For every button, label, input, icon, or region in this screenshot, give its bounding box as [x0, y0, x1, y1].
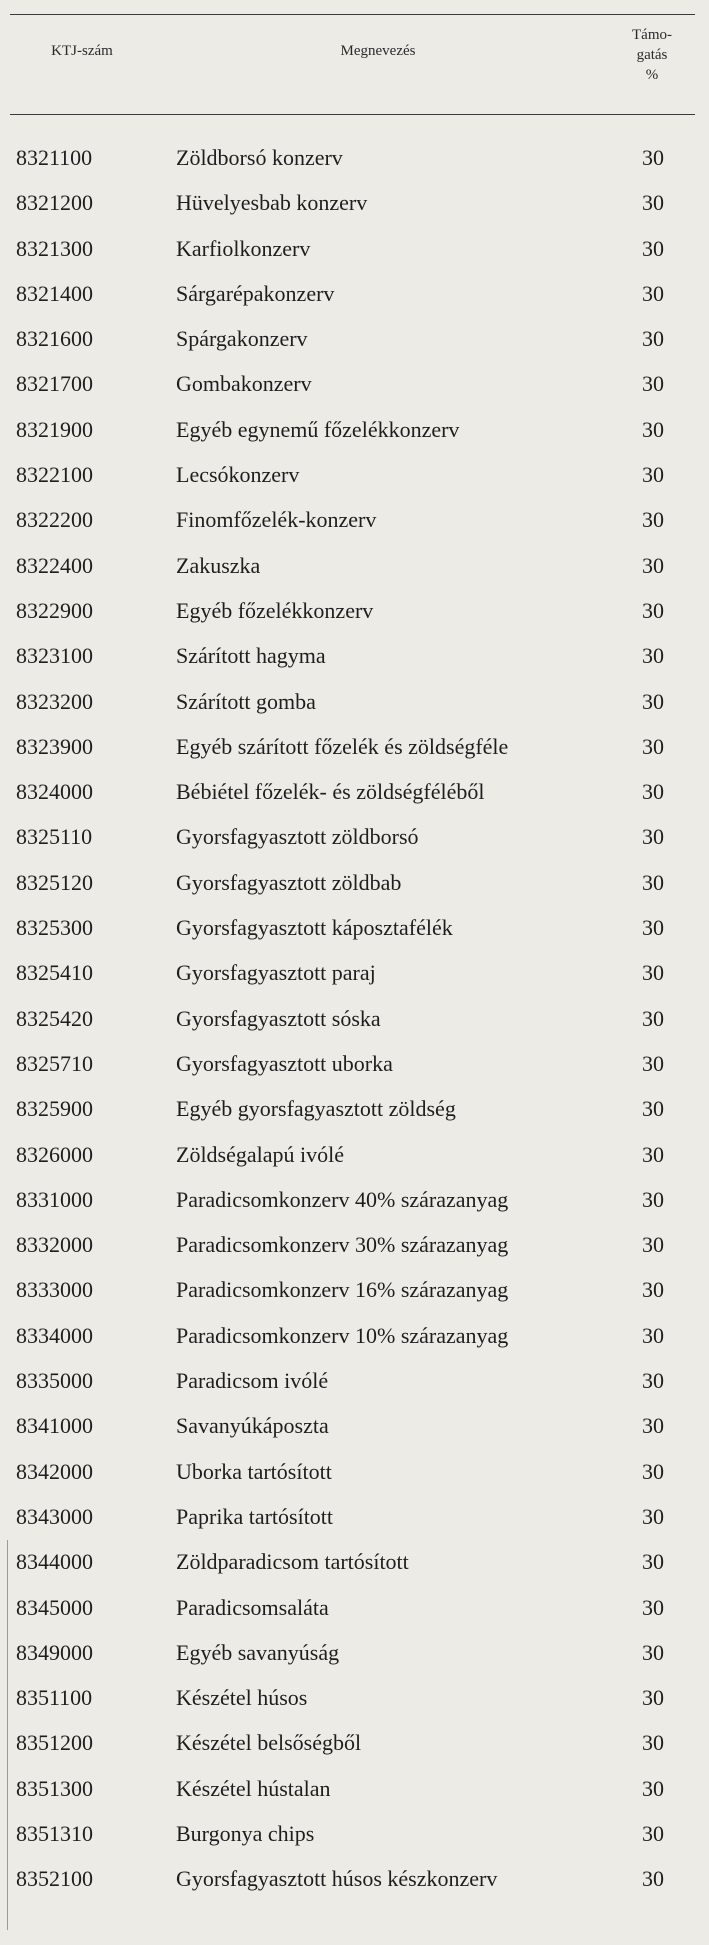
- support-percent-cell: 30: [642, 1186, 664, 1212]
- column-header-support-line3: %: [645, 67, 659, 83]
- ktj-code-cell: 8351300: [16, 1775, 93, 1801]
- product-name-cell: Lecsókonzerv: [176, 462, 300, 488]
- table-body: [0, 143, 709, 1910]
- product-name-cell: Paradicsomkonzerv 40% szárazanyag: [176, 1186, 509, 1212]
- table-row: [0, 143, 709, 188]
- product-name-cell: Gyorsfagyasztott paraj: [176, 960, 376, 986]
- table-row: [0, 687, 709, 732]
- product-name-cell: Szárított hagyma: [176, 643, 326, 669]
- ktj-code-cell: 8342000: [16, 1458, 93, 1484]
- table-row: [0, 1819, 709, 1864]
- support-percent-cell: 30: [642, 552, 664, 578]
- ktj-code-cell: 8334000: [16, 1322, 93, 1348]
- support-percent-cell: 30: [642, 597, 664, 623]
- support-percent-cell: 30: [642, 462, 664, 488]
- product-name-cell: Gyorsfagyasztott zöldbab: [176, 869, 402, 895]
- ktj-code-cell: 8326000: [16, 1141, 93, 1167]
- ktj-code-cell: 8325410: [16, 960, 93, 986]
- product-name-cell: Burgonya chips: [176, 1820, 315, 1846]
- ktj-code-cell: 8321700: [16, 371, 93, 397]
- ktj-code-cell: 8322100: [16, 462, 93, 488]
- support-percent-cell: 30: [642, 280, 664, 306]
- ktj-code-cell: 8323200: [16, 688, 93, 714]
- ktj-code-cell: 8325420: [16, 1005, 93, 1031]
- product-name-cell: Gombakonzerv: [176, 371, 312, 397]
- product-name-cell: Gyorsfagyasztott zöldborsó: [176, 824, 419, 850]
- table-row: [0, 1411, 709, 1456]
- ktj-code-cell: 8321200: [16, 190, 93, 216]
- support-percent-cell: 30: [642, 371, 664, 397]
- ktj-code-cell: 8322900: [16, 597, 93, 623]
- table-row: [0, 868, 709, 913]
- table-row: [0, 1774, 709, 1819]
- ktj-code-cell: 8335000: [16, 1368, 93, 1394]
- support-percent-cell: 30: [642, 145, 664, 170]
- table-row: [0, 596, 709, 641]
- product-name-cell: Egyéb főzelékkonzerv: [176, 597, 374, 623]
- table-row: [0, 958, 709, 1003]
- product-name-cell: Finomfőzelék-konzerv: [176, 507, 377, 533]
- support-percent-cell: 30: [642, 1096, 664, 1122]
- table-row: [0, 641, 709, 686]
- page-left-edge: [7, 1540, 8, 1930]
- support-percent-cell: 30: [642, 190, 664, 216]
- support-percent-cell: 30: [642, 1141, 664, 1167]
- product-name-cell: Zöldparadicsom tartósított: [176, 1549, 409, 1575]
- ktj-code-cell: 8325120: [16, 869, 93, 895]
- support-percent-cell: 30: [642, 779, 664, 805]
- ktj-code-cell: 8321400: [16, 280, 93, 306]
- support-percent-cell: 30: [642, 1232, 664, 1258]
- product-name-cell: Hüvelyesbab konzerv: [176, 190, 368, 216]
- ktj-code-cell: 8332000: [16, 1232, 93, 1258]
- table-row: [0, 551, 709, 596]
- ktj-code-cell: 8333000: [16, 1277, 93, 1303]
- support-percent-cell: 30: [642, 1277, 664, 1303]
- product-name-cell: Egyéb egynemű főzelékkonzerv: [176, 416, 460, 442]
- support-percent-cell: 30: [642, 1368, 664, 1394]
- ktj-code-cell: 8324000: [16, 779, 93, 805]
- column-header-support-line1: Támo-: [632, 27, 672, 43]
- support-percent-cell: 30: [642, 416, 664, 442]
- support-percent-cell: 30: [642, 1639, 664, 1665]
- support-percent-cell: 30: [642, 733, 664, 759]
- column-header-support-line2: gatás: [636, 47, 668, 63]
- table-row: [0, 822, 709, 867]
- product-name-cell: Zakuszka: [176, 552, 261, 578]
- support-percent-cell: 30: [642, 1458, 664, 1484]
- column-header-ktj: KTJ-szám: [51, 43, 113, 59]
- support-percent-cell: 30: [642, 507, 664, 533]
- table-row: [0, 1140, 709, 1185]
- ktj-code-cell: 8351100: [16, 1685, 93, 1711]
- support-percent-cell: 30: [642, 326, 664, 352]
- support-percent-cell: 30: [642, 1413, 664, 1439]
- support-percent-cell: 30: [642, 824, 664, 850]
- table-row: [0, 1593, 709, 1638]
- support-percent-cell: 30: [642, 688, 664, 714]
- support-percent-cell: 30: [642, 1775, 664, 1801]
- support-percent-cell: 30: [642, 1322, 664, 1348]
- product-name-cell: Zöldborsó konzerv: [176, 145, 343, 170]
- table-row: [0, 1864, 709, 1909]
- product-name-cell: Gyorsfagyasztott káposztafélék: [176, 915, 453, 941]
- table-row: [0, 913, 709, 958]
- ktj-code-cell: 8321600: [16, 326, 93, 352]
- table-row: [0, 1004, 709, 1049]
- support-percent-cell: 30: [642, 1685, 664, 1711]
- table-row: [0, 369, 709, 414]
- product-name-cell: Készétel belsőségből: [176, 1730, 362, 1756]
- support-percent-cell: 30: [642, 1594, 664, 1620]
- product-name-cell: Paprika tartósított: [176, 1503, 334, 1529]
- table-row: [0, 1728, 709, 1773]
- support-percent-cell: 30: [642, 915, 664, 941]
- table-row: [0, 188, 709, 233]
- product-name-cell: Gyorsfagyasztott uborka: [176, 1050, 393, 1076]
- table-row: [0, 1683, 709, 1728]
- column-header-support: [612, 25, 692, 85]
- table-row: [0, 1275, 709, 1320]
- support-percent-cell: 30: [642, 1549, 664, 1575]
- ktj-code-cell: 8351310: [16, 1820, 93, 1846]
- product-name-cell: Karfiolkonzerv: [176, 235, 311, 261]
- product-name-cell: Uborka tartósított: [176, 1458, 332, 1484]
- table-row: [0, 415, 709, 460]
- column-header-name: Megnevezés: [340, 43, 416, 59]
- support-percent-cell: 30: [642, 960, 664, 986]
- ktj-code-cell: 8349000: [16, 1639, 93, 1665]
- product-name-cell: Paradicsomkonzerv 30% szárazanyag: [176, 1232, 509, 1258]
- ktj-code-cell: 8325110: [16, 824, 93, 850]
- ktj-code-cell: 8325300: [16, 915, 93, 941]
- ktj-code-cell: 8344000: [16, 1549, 93, 1575]
- table-row: [0, 505, 709, 550]
- support-percent-cell: 30: [642, 869, 664, 895]
- product-name-cell: Egyéb szárított főzelék és zöldségféle: [176, 733, 509, 759]
- table-row: [0, 1049, 709, 1094]
- product-name-cell: Sárgarépakonzerv: [176, 280, 335, 306]
- table-row: [0, 1366, 709, 1411]
- table-header-rule: [10, 114, 695, 115]
- support-percent-cell: 30: [642, 1730, 664, 1756]
- support-percent-cell: 30: [642, 1050, 664, 1076]
- ktj-code-cell: 8343000: [16, 1503, 93, 1529]
- table-row: [0, 732, 709, 777]
- ktj-code-cell: 8325900: [16, 1096, 93, 1122]
- support-percent-cell: 30: [642, 1503, 664, 1529]
- product-name-cell: Paradicsomkonzerv 10% szárazanyag: [176, 1322, 509, 1348]
- product-name-cell: Szárított gomba: [176, 688, 316, 714]
- support-percent-cell: 30: [642, 235, 664, 261]
- support-percent-cell: 30: [642, 1005, 664, 1031]
- ktj-code-cell: 8341000: [16, 1413, 93, 1439]
- product-name-cell: Bébiétel főzelék- és zöldségféléből: [176, 779, 485, 805]
- table-row: [0, 1502, 709, 1547]
- product-name-cell: Paradicsomkonzerv 16% szárazanyag: [176, 1277, 509, 1303]
- table-row: [0, 1321, 709, 1366]
- table-row: [0, 1230, 709, 1275]
- ktj-code-cell: 8352100: [16, 1866, 93, 1892]
- product-name-cell: Savanyúkáposzta: [176, 1413, 329, 1439]
- table-row: [0, 1185, 709, 1230]
- table-row: [0, 279, 709, 324]
- product-name-cell: Egyéb savanyúság: [176, 1639, 340, 1665]
- ktj-code-cell: 8345000: [16, 1594, 93, 1620]
- product-name-cell: Egyéb gyorsfagyasztott zöldség: [176, 1096, 456, 1122]
- table-row: [0, 1638, 709, 1683]
- product-name-cell: Gyorsfagyasztott húsos készkonzerv: [176, 1866, 498, 1892]
- ktj-code-cell: 8331000: [16, 1186, 93, 1212]
- product-name-cell: Gyorsfagyasztott sóska: [176, 1005, 381, 1031]
- table-row: [0, 1457, 709, 1502]
- ktj-code-cell: 8325710: [16, 1050, 93, 1076]
- table-row: [0, 460, 709, 505]
- product-name-cell: Paradicsomsaláta: [176, 1594, 329, 1620]
- ktj-code-cell: 8323100: [16, 643, 93, 669]
- ktj-code-cell: 8321100: [16, 145, 93, 170]
- ktj-code-cell: 8322400: [16, 552, 93, 578]
- ktj-code-cell: 8321300: [16, 235, 93, 261]
- table-row: [0, 1547, 709, 1592]
- support-percent-cell: 30: [642, 1866, 664, 1892]
- ktj-code-cell: 8321900: [16, 416, 93, 442]
- product-name-cell: Készétel húsos: [176, 1685, 308, 1711]
- ktj-code-cell: 8351200: [16, 1730, 93, 1756]
- table-row: [0, 777, 709, 822]
- support-percent-cell: 30: [642, 1820, 664, 1846]
- product-name-cell: Spárgakonzerv: [176, 326, 308, 352]
- ktj-code-cell: 8322200: [16, 507, 93, 533]
- product-name-cell: Készétel hústalan: [176, 1775, 331, 1801]
- ktj-code-cell: 8323900: [16, 733, 93, 759]
- support-percent-cell: 30: [642, 643, 664, 669]
- table-row: [0, 324, 709, 369]
- product-name-cell: Zöldségalapú ivólé: [176, 1141, 345, 1167]
- table-row: [0, 1094, 709, 1139]
- table-row: [0, 234, 709, 279]
- product-name-cell: Paradicsom ivólé: [176, 1368, 329, 1394]
- table-top-rule: [10, 14, 695, 15]
